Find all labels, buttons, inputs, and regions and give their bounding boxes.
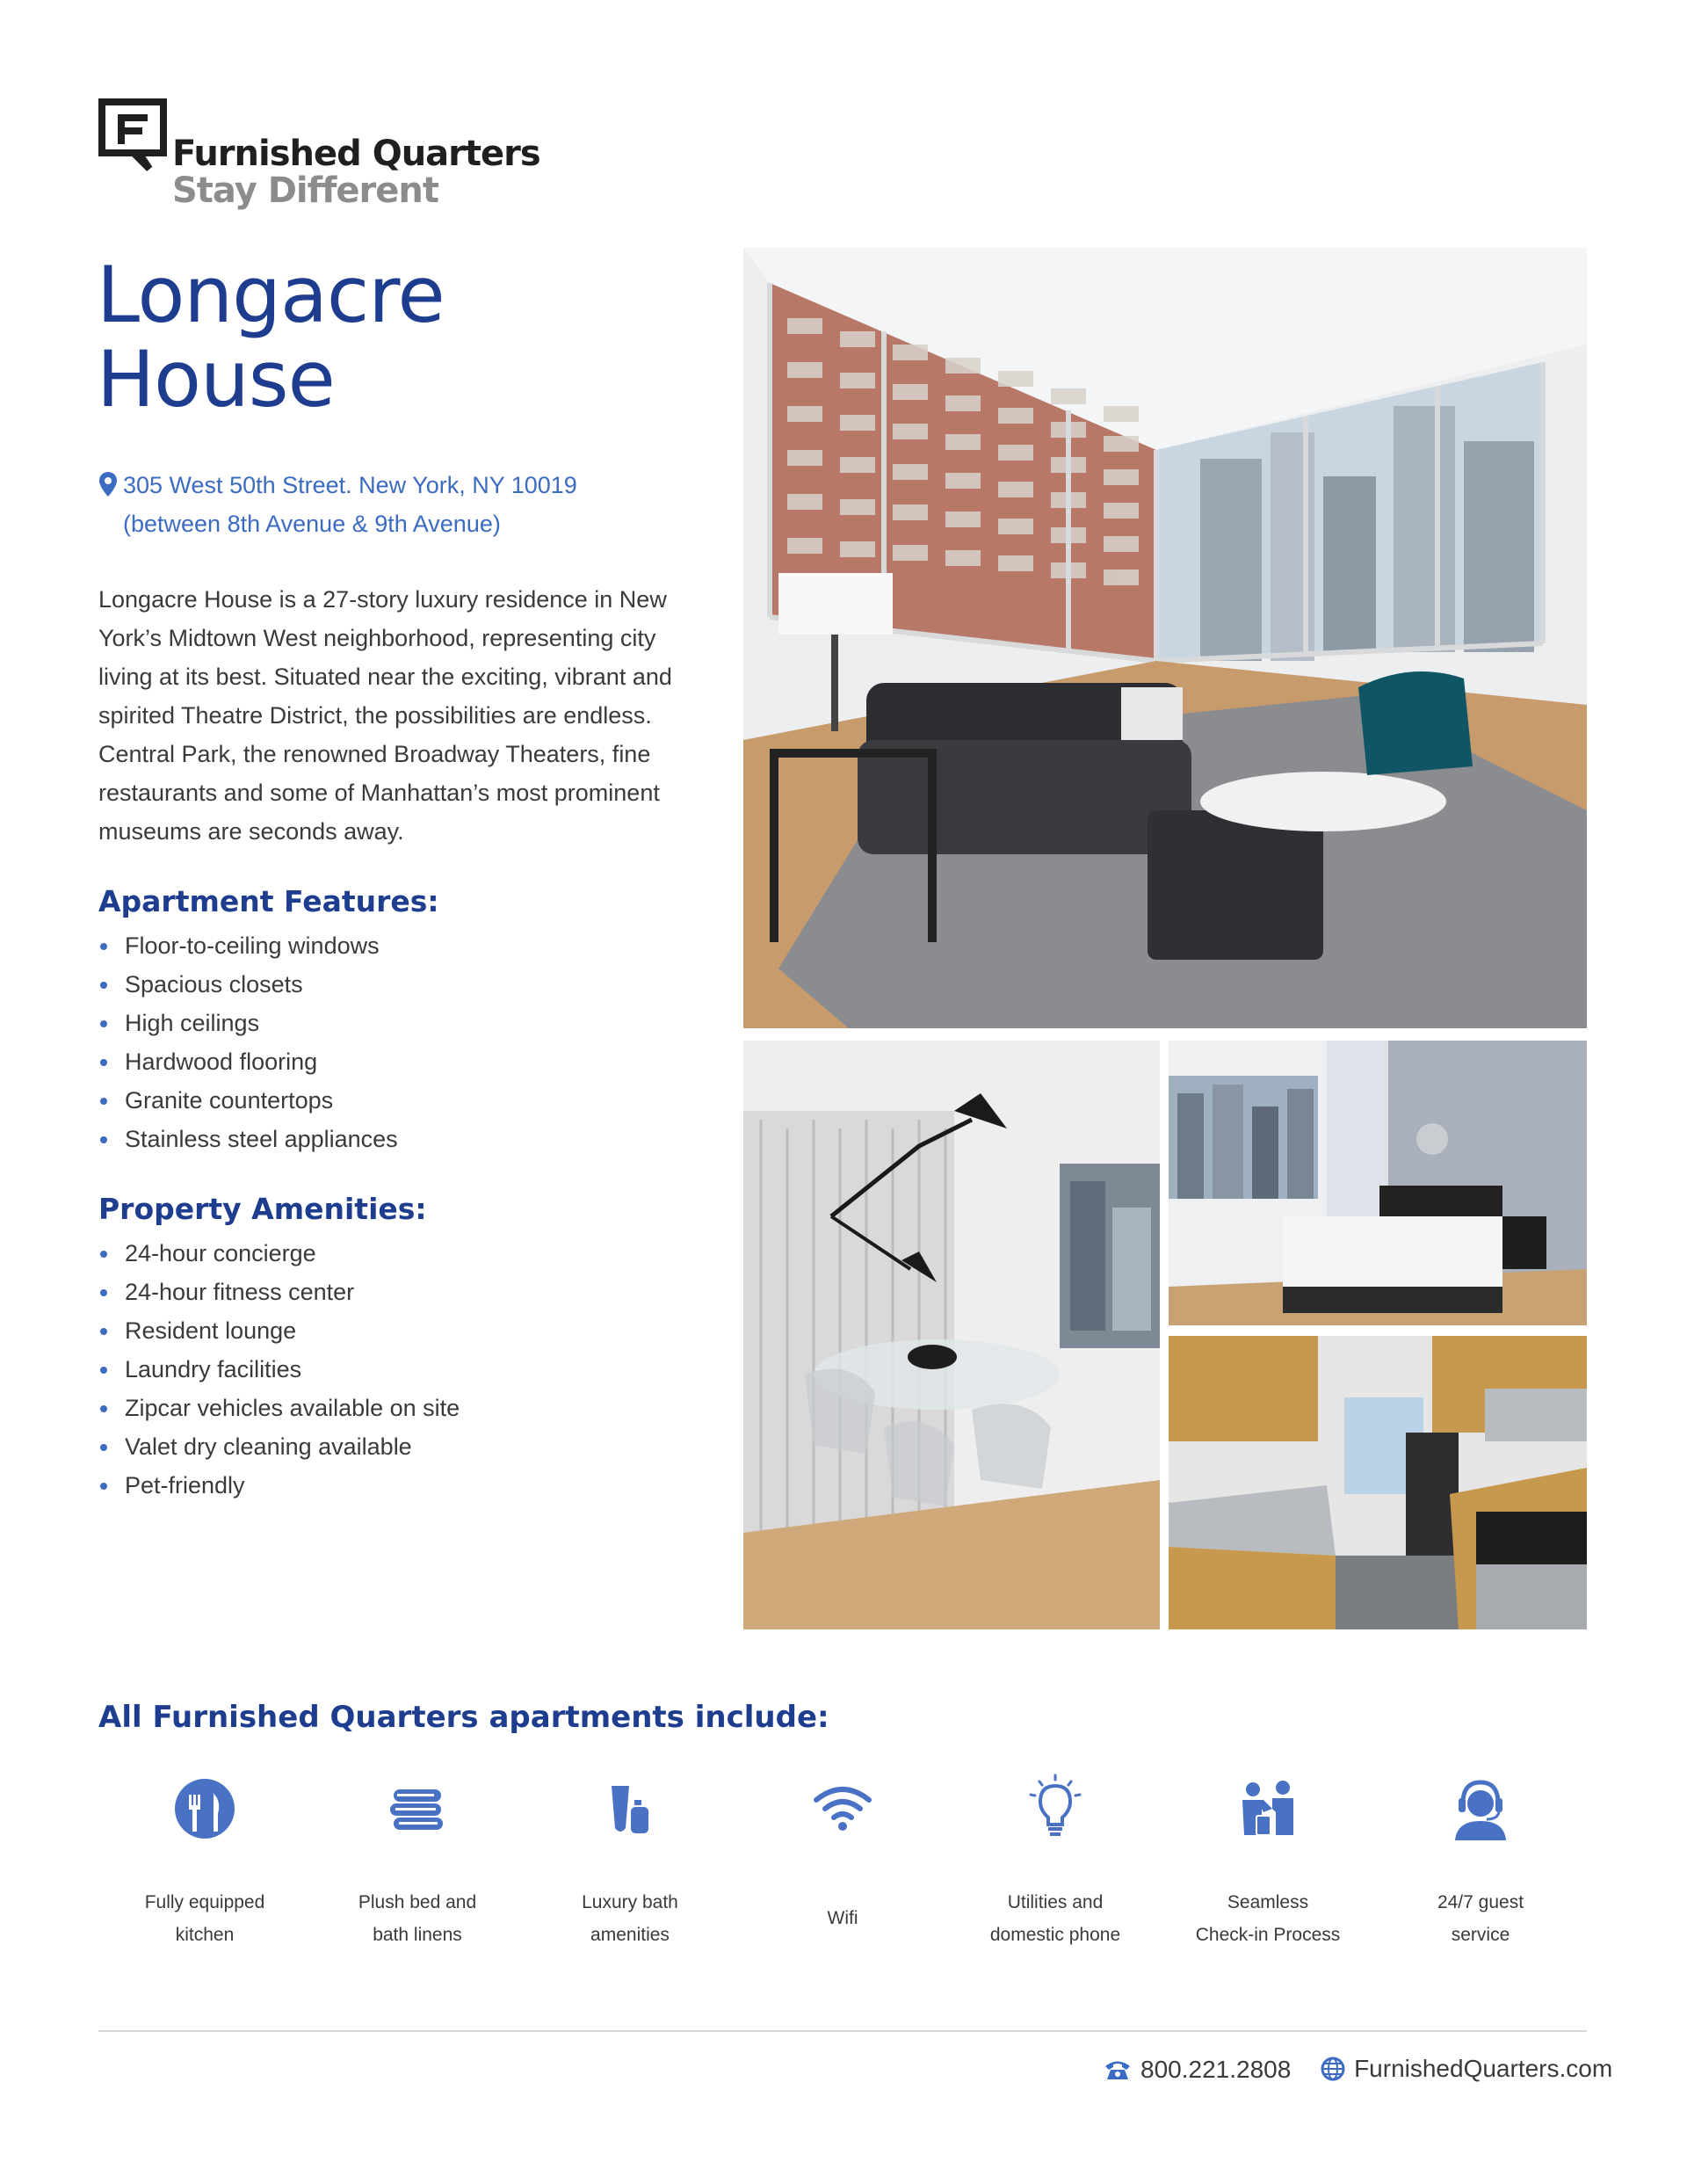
list-item: Stainless steel appliances (98, 1120, 398, 1158)
footer-divider (98, 2030, 1587, 2032)
website-url: FurnishedQuarters.com (1354, 2055, 1613, 2082)
address-street: 305 West 50th Street. New York, NY 10019 (123, 472, 577, 498)
footer-contact (1081, 2055, 1613, 2090)
include-label-line: Fully equipped (144, 1892, 265, 1912)
footer-website[interactable] (1321, 2055, 1612, 2083)
include-item-check-in (1162, 1774, 1374, 1967)
include-label-line: Seamless (1227, 1892, 1309, 1912)
kitchen-icon (174, 1774, 235, 1844)
check-in-icon (1237, 1774, 1299, 1844)
amenities-list (98, 1234, 460, 1505)
map-pin-icon (98, 471, 118, 497)
phone-icon (1104, 2058, 1132, 2081)
list-item: Floor-to-ceiling windows (98, 926, 398, 965)
brand-tagline: Stay Different (172, 171, 438, 211)
include-item-wifi (736, 1774, 949, 1967)
kitchen-photo (1169, 1336, 1587, 1629)
include-item-kitchen (98, 1774, 311, 1967)
brand-name: Furnished Quarters (172, 134, 540, 174)
phone-number: 800.221.2808 (1140, 2056, 1292, 2083)
page-title (97, 250, 712, 424)
list-item: 24-hour concierge (98, 1234, 460, 1273)
dining-room-photo (743, 1041, 1160, 1629)
include-label-line: Check-in Process (1195, 1925, 1341, 1945)
include-item-linens (311, 1774, 524, 1967)
title-line-2: House (97, 334, 335, 424)
bedroom-photo (1169, 1041, 1587, 1325)
include-label-line: Luxury bath (582, 1892, 678, 1912)
living-room-photo (743, 248, 1587, 1028)
list-item: 24-hour fitness center (98, 1273, 460, 1311)
title-line-1: Longacre (97, 250, 445, 340)
include-label-line: Utilities and (1007, 1892, 1104, 1912)
address-cross-streets: (between 8th Avenue & 9th Avenue) (123, 511, 501, 537)
list-item: Pet-friendly (98, 1466, 460, 1505)
include-label (1162, 1886, 1374, 1951)
bath-amenities-icon (599, 1774, 661, 1844)
includes-row (98, 1774, 1587, 1967)
include-label (949, 1886, 1162, 1951)
include-item-utilities (949, 1774, 1162, 1967)
fq-logo-icon (98, 98, 169, 186)
list-item: Valet dry cleaning available (98, 1427, 460, 1466)
include-label-line: amenities (590, 1925, 670, 1945)
linens-icon (387, 1774, 448, 1844)
footer-phone[interactable] (1104, 2056, 1291, 2084)
list-item: Granite countertops (98, 1081, 398, 1120)
address (98, 466, 713, 543)
headset-agent-icon (1450, 1774, 1511, 1844)
include-label-line: Plush bed and (358, 1892, 477, 1912)
include-label-line: bath linens (373, 1925, 462, 1945)
include-item-bath (524, 1774, 736, 1967)
wifi-icon (812, 1774, 873, 1844)
lightbulb-icon (1025, 1774, 1086, 1844)
include-label (311, 1886, 524, 1951)
list-item: Zipcar vehicles available on site (98, 1389, 460, 1427)
include-label-line: Wifi (827, 1908, 858, 1928)
include-item-guest-service (1374, 1774, 1587, 1967)
include-label (736, 1902, 949, 1934)
include-label (524, 1886, 736, 1951)
includes-heading: All Furnished Quarters apartments include: (98, 1700, 829, 1735)
brand-logo (98, 98, 555, 221)
include-label (98, 1886, 311, 1951)
list-item: Laundry facilities (98, 1350, 460, 1389)
amenities-heading: Property Amenities: (98, 1192, 427, 1226)
list-item: Spacious closets (98, 965, 398, 1004)
include-label-line: service (1451, 1925, 1510, 1945)
list-item: Hardwood flooring (98, 1042, 398, 1081)
include-label (1374, 1886, 1587, 1951)
features-list (98, 926, 398, 1158)
include-label-line: domestic phone (989, 1925, 1121, 1945)
property-description: Longacre House is a 27-story luxury residence in New York’s Midtown West neighborhood, representing city living at its best. Situated near the exciting, vibrant and spirited Theatre District, the possibilities are endless. Central Park, the renowned Broadway Theaters, fine restaurants and some of Manhattan’s most prominent museums are seconds away. (98, 586, 672, 845)
include-label-line: 24/7 guest (1437, 1892, 1524, 1912)
globe-icon (1321, 2057, 1345, 2081)
list-item: High ceilings (98, 1004, 398, 1042)
include-label-line: kitchen (175, 1925, 235, 1945)
list-item: Resident lounge (98, 1311, 460, 1350)
features-heading: Apartment Features: (98, 884, 439, 918)
